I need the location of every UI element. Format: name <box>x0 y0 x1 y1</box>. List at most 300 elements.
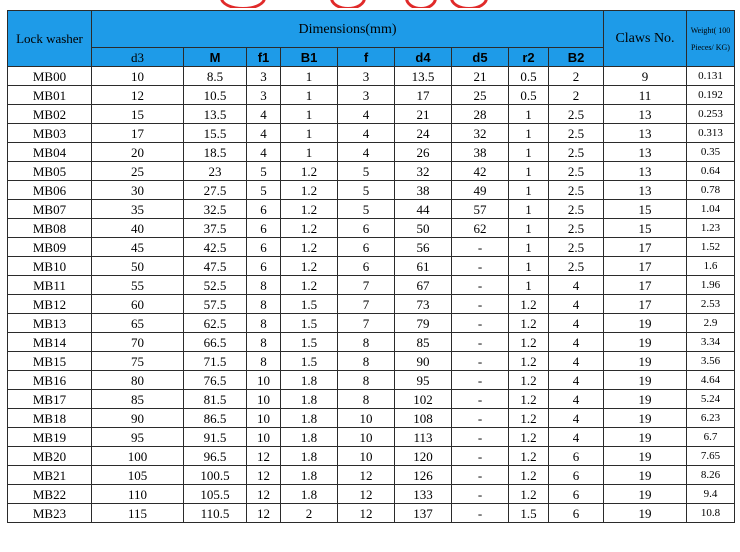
cell-f1: 6 <box>247 257 281 276</box>
cell-claws: 17 <box>604 295 687 314</box>
cell-weight: 0.253 <box>687 105 735 124</box>
cell-model: MB09 <box>8 238 92 257</box>
cell-m: 52.5 <box>184 276 247 295</box>
cell-r2: 1.2 <box>509 352 549 371</box>
cell-b1: 1.8 <box>281 409 338 428</box>
cell-b2: 2.5 <box>549 162 604 181</box>
cell-claws: 15 <box>604 200 687 219</box>
cell-f1: 4 <box>247 124 281 143</box>
cell-d4: 85 <box>395 333 452 352</box>
cell-f1: 10 <box>247 390 281 409</box>
cell-d5: - <box>452 257 509 276</box>
cell-b2: 6 <box>549 485 604 504</box>
cell-model: MB04 <box>8 143 92 162</box>
cell-r2: 1.2 <box>509 333 549 352</box>
table-row <box>8 67 735 86</box>
cell-model: MB10 <box>8 257 92 276</box>
cell-f1: 5 <box>247 162 281 181</box>
table-header <box>8 11 735 67</box>
cell-f1: 10 <box>247 428 281 447</box>
cell-weight: 3.56 <box>687 352 735 371</box>
cell-claws: 19 <box>604 428 687 447</box>
cell-d5: 57 <box>452 200 509 219</box>
cropped-red-title-decoration <box>200 0 500 8</box>
cell-b2: 4 <box>549 276 604 295</box>
cell-b1: 1.5 <box>281 295 338 314</box>
lock-washer-header: Lock washer <box>8 11 92 67</box>
cell-m: 8.5 <box>184 67 247 86</box>
cell-d5: - <box>452 371 509 390</box>
cell-claws: 19 <box>604 409 687 428</box>
table-row <box>8 314 735 333</box>
cell-b1: 1.8 <box>281 428 338 447</box>
cell-f: 6 <box>338 238 395 257</box>
cell-f: 12 <box>338 504 395 523</box>
table-row <box>8 124 735 143</box>
cell-weight: 5.24 <box>687 390 735 409</box>
cell-r2: 0.5 <box>509 86 549 105</box>
cell-b2: 2.5 <box>549 219 604 238</box>
cell-d4: 137 <box>395 504 452 523</box>
cell-d3: 105 <box>92 466 184 485</box>
cell-d3: 80 <box>92 371 184 390</box>
cell-b1: 1.5 <box>281 314 338 333</box>
cell-f: 7 <box>338 314 395 333</box>
cell-r2: 1 <box>509 105 549 124</box>
cell-d3: 15 <box>92 105 184 124</box>
cell-claws: 19 <box>604 504 687 523</box>
cell-r2: 1.2 <box>509 428 549 447</box>
cell-r2: 1.2 <box>509 485 549 504</box>
cell-r2: 1.2 <box>509 295 549 314</box>
cell-d5: - <box>452 504 509 523</box>
cell-d5: - <box>452 276 509 295</box>
cell-f: 6 <box>338 257 395 276</box>
cell-d3: 90 <box>92 409 184 428</box>
cell-r2: 0.5 <box>509 67 549 86</box>
cell-d4: 73 <box>395 295 452 314</box>
col-header-d3: d3 <box>92 48 184 67</box>
cell-b1: 1 <box>281 67 338 86</box>
cell-m: 27.5 <box>184 181 247 200</box>
cell-f: 4 <box>338 143 395 162</box>
cell-f1: 6 <box>247 200 281 219</box>
cell-f1: 12 <box>247 504 281 523</box>
cell-d5: - <box>452 295 509 314</box>
col-header-m: M <box>184 48 247 67</box>
cell-f: 5 <box>338 181 395 200</box>
table-row <box>8 238 735 257</box>
cell-d3: 10 <box>92 67 184 86</box>
cell-b1: 1.8 <box>281 485 338 504</box>
cell-model: MB11 <box>8 276 92 295</box>
cell-b1: 1.2 <box>281 257 338 276</box>
cell-m: 81.5 <box>184 390 247 409</box>
cell-d3: 95 <box>92 428 184 447</box>
cell-r2: 1 <box>509 257 549 276</box>
claws-header: Claws No. <box>604 11 687 67</box>
cell-d5: - <box>452 390 509 409</box>
cell-d4: 102 <box>395 390 452 409</box>
cell-b2: 4 <box>549 352 604 371</box>
cell-m: 47.5 <box>184 257 247 276</box>
cell-m: 13.5 <box>184 105 247 124</box>
cell-d3: 85 <box>92 390 184 409</box>
cell-b2: 4 <box>549 314 604 333</box>
cell-model: MB19 <box>8 428 92 447</box>
cell-model: MB22 <box>8 485 92 504</box>
cell-b1: 1.5 <box>281 352 338 371</box>
cell-model: MB12 <box>8 295 92 314</box>
cell-d4: 32 <box>395 162 452 181</box>
cell-m: 86.5 <box>184 409 247 428</box>
cell-b2: 2.5 <box>549 181 604 200</box>
cell-weight: 0.313 <box>687 124 735 143</box>
cell-b1: 2 <box>281 504 338 523</box>
cell-weight: 0.64 <box>687 162 735 181</box>
cell-b1: 1 <box>281 143 338 162</box>
cell-claws: 19 <box>604 371 687 390</box>
table-row <box>8 504 735 523</box>
cell-m: 32.5 <box>184 200 247 219</box>
cell-m: 91.5 <box>184 428 247 447</box>
cell-f1: 8 <box>247 333 281 352</box>
table-row <box>8 181 735 200</box>
cell-weight: 6.23 <box>687 409 735 428</box>
table-row <box>8 371 735 390</box>
cell-f1: 4 <box>247 143 281 162</box>
cell-f: 7 <box>338 295 395 314</box>
table-row <box>8 276 735 295</box>
cell-d5: - <box>452 238 509 257</box>
cell-f: 4 <box>338 124 395 143</box>
cell-d3: 100 <box>92 447 184 466</box>
cell-claws: 13 <box>604 181 687 200</box>
cell-b1: 1.2 <box>281 219 338 238</box>
cell-d3: 35 <box>92 200 184 219</box>
cell-b2: 2.5 <box>549 257 604 276</box>
cell-b2: 6 <box>549 466 604 485</box>
table-row <box>8 409 735 428</box>
cell-b2: 4 <box>549 390 604 409</box>
col-header-b2: B2 <box>549 48 604 67</box>
cell-d5: - <box>452 428 509 447</box>
table-row <box>8 219 735 238</box>
cell-d5: 62 <box>452 219 509 238</box>
cell-b1: 1 <box>281 105 338 124</box>
cell-weight: 1.52 <box>687 238 735 257</box>
cell-weight: 1.6 <box>687 257 735 276</box>
cell-b2: 6 <box>549 504 604 523</box>
cell-d5: 49 <box>452 181 509 200</box>
cell-d4: 120 <box>395 447 452 466</box>
cell-f1: 12 <box>247 447 281 466</box>
cell-claws: 19 <box>604 466 687 485</box>
cell-b1: 1.8 <box>281 466 338 485</box>
cell-m: 15.5 <box>184 124 247 143</box>
cell-weight: 1.96 <box>687 276 735 295</box>
cell-f: 10 <box>338 409 395 428</box>
cell-f1: 8 <box>247 276 281 295</box>
cell-b1: 1.5 <box>281 333 338 352</box>
cell-d3: 75 <box>92 352 184 371</box>
cell-f: 5 <box>338 200 395 219</box>
table-row <box>8 352 735 371</box>
cell-b1: 1.8 <box>281 371 338 390</box>
cell-b1: 1.2 <box>281 162 338 181</box>
cell-model: MB01 <box>8 86 92 105</box>
cell-b2: 2 <box>549 67 604 86</box>
cell-f: 12 <box>338 485 395 504</box>
cell-weight: 1.23 <box>687 219 735 238</box>
cell-claws: 19 <box>604 333 687 352</box>
cell-f: 6 <box>338 219 395 238</box>
cell-claws: 19 <box>604 314 687 333</box>
cell-claws: 19 <box>604 485 687 504</box>
cell-weight: 2.53 <box>687 295 735 314</box>
cell-claws: 15 <box>604 219 687 238</box>
cell-f1: 3 <box>247 67 281 86</box>
cell-d4: 50 <box>395 219 452 238</box>
cell-d5: 32 <box>452 124 509 143</box>
cell-d3: 115 <box>92 504 184 523</box>
cell-r2: 1 <box>509 276 549 295</box>
cell-d4: 26 <box>395 143 452 162</box>
cell-d5: 25 <box>452 86 509 105</box>
cell-model: MB17 <box>8 390 92 409</box>
cell-b2: 4 <box>549 371 604 390</box>
table-row <box>8 257 735 276</box>
table-row <box>8 105 735 124</box>
weight-header: Weight( 100 Pieces/ KG) <box>687 11 735 67</box>
cell-model: MB20 <box>8 447 92 466</box>
cell-weight: 0.35 <box>687 143 735 162</box>
cell-r2: 1.2 <box>509 447 549 466</box>
cell-d5: - <box>452 409 509 428</box>
cell-model: MB13 <box>8 314 92 333</box>
cell-d4: 133 <box>395 485 452 504</box>
cell-d4: 38 <box>395 181 452 200</box>
cell-b2: 4 <box>549 333 604 352</box>
cell-d3: 12 <box>92 86 184 105</box>
col-header-d5: d5 <box>452 48 509 67</box>
cell-f1: 6 <box>247 219 281 238</box>
cell-d4: 108 <box>395 409 452 428</box>
cell-d3: 25 <box>92 162 184 181</box>
cell-r2: 1.2 <box>509 409 549 428</box>
cell-m: 96.5 <box>184 447 247 466</box>
table-row <box>8 390 735 409</box>
cell-d5: 38 <box>452 143 509 162</box>
cell-claws: 19 <box>604 352 687 371</box>
table-row <box>8 333 735 352</box>
cell-d3: 110 <box>92 485 184 504</box>
cell-model: MB15 <box>8 352 92 371</box>
cell-claws: 13 <box>604 162 687 181</box>
cell-b1: 1.2 <box>281 200 338 219</box>
cell-f: 10 <box>338 447 395 466</box>
cell-m: 18.5 <box>184 143 247 162</box>
cell-weight: 0.131 <box>687 67 735 86</box>
cell-weight: 9.4 <box>687 485 735 504</box>
cell-f: 12 <box>338 466 395 485</box>
cell-d4: 79 <box>395 314 452 333</box>
cell-b1: 1.8 <box>281 447 338 466</box>
cell-model: MB18 <box>8 409 92 428</box>
cell-d4: 17 <box>395 86 452 105</box>
cell-m: 37.5 <box>184 219 247 238</box>
cell-d4: 44 <box>395 200 452 219</box>
cell-model: MB07 <box>8 200 92 219</box>
cell-b2: 4 <box>549 295 604 314</box>
table-row <box>8 485 735 504</box>
cell-claws: 13 <box>604 124 687 143</box>
cell-r2: 1 <box>509 200 549 219</box>
cell-r2: 1 <box>509 238 549 257</box>
cell-model: MB03 <box>8 124 92 143</box>
cell-claws: 19 <box>604 390 687 409</box>
cell-b2: 2 <box>549 86 604 105</box>
cell-model: MB08 <box>8 219 92 238</box>
table-row <box>8 447 735 466</box>
cell-d5: - <box>452 485 509 504</box>
cell-d5: 42 <box>452 162 509 181</box>
table-row <box>8 466 735 485</box>
cell-d3: 40 <box>92 219 184 238</box>
cell-model: MB06 <box>8 181 92 200</box>
cell-r2: 1.2 <box>509 390 549 409</box>
cell-r2: 1 <box>509 219 549 238</box>
col-header-d4: d4 <box>395 48 452 67</box>
cell-m: 110.5 <box>184 504 247 523</box>
cell-f1: 12 <box>247 466 281 485</box>
cell-weight: 0.78 <box>687 181 735 200</box>
cell-weight: 0.192 <box>687 86 735 105</box>
table-row <box>8 143 735 162</box>
cell-f: 8 <box>338 333 395 352</box>
cell-r2: 1.2 <box>509 466 549 485</box>
cell-claws: 13 <box>604 105 687 124</box>
cell-model: MB05 <box>8 162 92 181</box>
cell-b2: 2.5 <box>549 200 604 219</box>
cell-b2: 2.5 <box>549 124 604 143</box>
cell-d5: 28 <box>452 105 509 124</box>
cell-d4: 95 <box>395 371 452 390</box>
cell-d3: 60 <box>92 295 184 314</box>
cell-d3: 65 <box>92 314 184 333</box>
cell-m: 76.5 <box>184 371 247 390</box>
cell-d4: 126 <box>395 466 452 485</box>
cell-m: 57.5 <box>184 295 247 314</box>
cell-d5: 21 <box>452 67 509 86</box>
cell-f1: 8 <box>247 314 281 333</box>
cell-r2: 1 <box>509 143 549 162</box>
cell-d3: 70 <box>92 333 184 352</box>
cell-weight: 3.34 <box>687 333 735 352</box>
cell-b1: 1.2 <box>281 181 338 200</box>
cell-r2: 1.2 <box>509 371 549 390</box>
table-row <box>8 428 735 447</box>
cell-f: 10 <box>338 428 395 447</box>
cell-weight: 7.65 <box>687 447 735 466</box>
col-header-r2: r2 <box>509 48 549 67</box>
cell-d5: - <box>452 314 509 333</box>
cell-f: 5 <box>338 162 395 181</box>
cell-r2: 1 <box>509 124 549 143</box>
cell-b2: 2.5 <box>549 238 604 257</box>
cell-model: MB23 <box>8 504 92 523</box>
cell-weight: 4.64 <box>687 371 735 390</box>
cell-r2: 1 <box>509 162 549 181</box>
cell-d3: 17 <box>92 124 184 143</box>
cell-d5: - <box>452 447 509 466</box>
cell-claws: 11 <box>604 86 687 105</box>
cell-f: 3 <box>338 86 395 105</box>
cell-d4: 21 <box>395 105 452 124</box>
cell-d3: 55 <box>92 276 184 295</box>
cell-d3: 50 <box>92 257 184 276</box>
cell-f1: 6 <box>247 238 281 257</box>
cell-weight: 2.9 <box>687 314 735 333</box>
cell-weight: 8.26 <box>687 466 735 485</box>
cell-m: 10.5 <box>184 86 247 105</box>
cell-claws: 17 <box>604 276 687 295</box>
cell-m: 66.5 <box>184 333 247 352</box>
cell-b1: 1.8 <box>281 390 338 409</box>
cell-b1: 1 <box>281 86 338 105</box>
cell-f: 3 <box>338 67 395 86</box>
cell-d4: 113 <box>395 428 452 447</box>
cell-f: 8 <box>338 371 395 390</box>
cell-model: MB14 <box>8 333 92 352</box>
cell-b2: 6 <box>549 447 604 466</box>
table-row <box>8 200 735 219</box>
cell-m: 42.5 <box>184 238 247 257</box>
cell-model: MB21 <box>8 466 92 485</box>
cell-b2: 2.5 <box>549 143 604 162</box>
cell-d4: 67 <box>395 276 452 295</box>
table-row <box>8 162 735 181</box>
cell-f1: 8 <box>247 295 281 314</box>
table-row <box>8 295 735 314</box>
cell-m: 62.5 <box>184 314 247 333</box>
cell-f: 4 <box>338 105 395 124</box>
table-body <box>8 67 735 523</box>
cell-d4: 90 <box>395 352 452 371</box>
col-header-f: f <box>338 48 395 67</box>
cell-b2: 4 <box>549 428 604 447</box>
cell-b1: 1.2 <box>281 276 338 295</box>
cell-d3: 30 <box>92 181 184 200</box>
cell-d5: - <box>452 352 509 371</box>
cell-b2: 4 <box>549 409 604 428</box>
cell-model: MB02 <box>8 105 92 124</box>
cell-d3: 20 <box>92 143 184 162</box>
cell-f: 8 <box>338 390 395 409</box>
cell-f1: 5 <box>247 181 281 200</box>
col-header-f1: f1 <box>247 48 281 67</box>
cell-d4: 24 <box>395 124 452 143</box>
cell-d5: - <box>452 333 509 352</box>
cell-f1: 10 <box>247 371 281 390</box>
cell-claws: 17 <box>604 257 687 276</box>
cell-r2: 1.2 <box>509 314 549 333</box>
cell-f: 8 <box>338 352 395 371</box>
cell-m: 100.5 <box>184 466 247 485</box>
cell-weight: 6.7 <box>687 428 735 447</box>
cell-b1: 1.2 <box>281 238 338 257</box>
cell-d4: 13.5 <box>395 67 452 86</box>
